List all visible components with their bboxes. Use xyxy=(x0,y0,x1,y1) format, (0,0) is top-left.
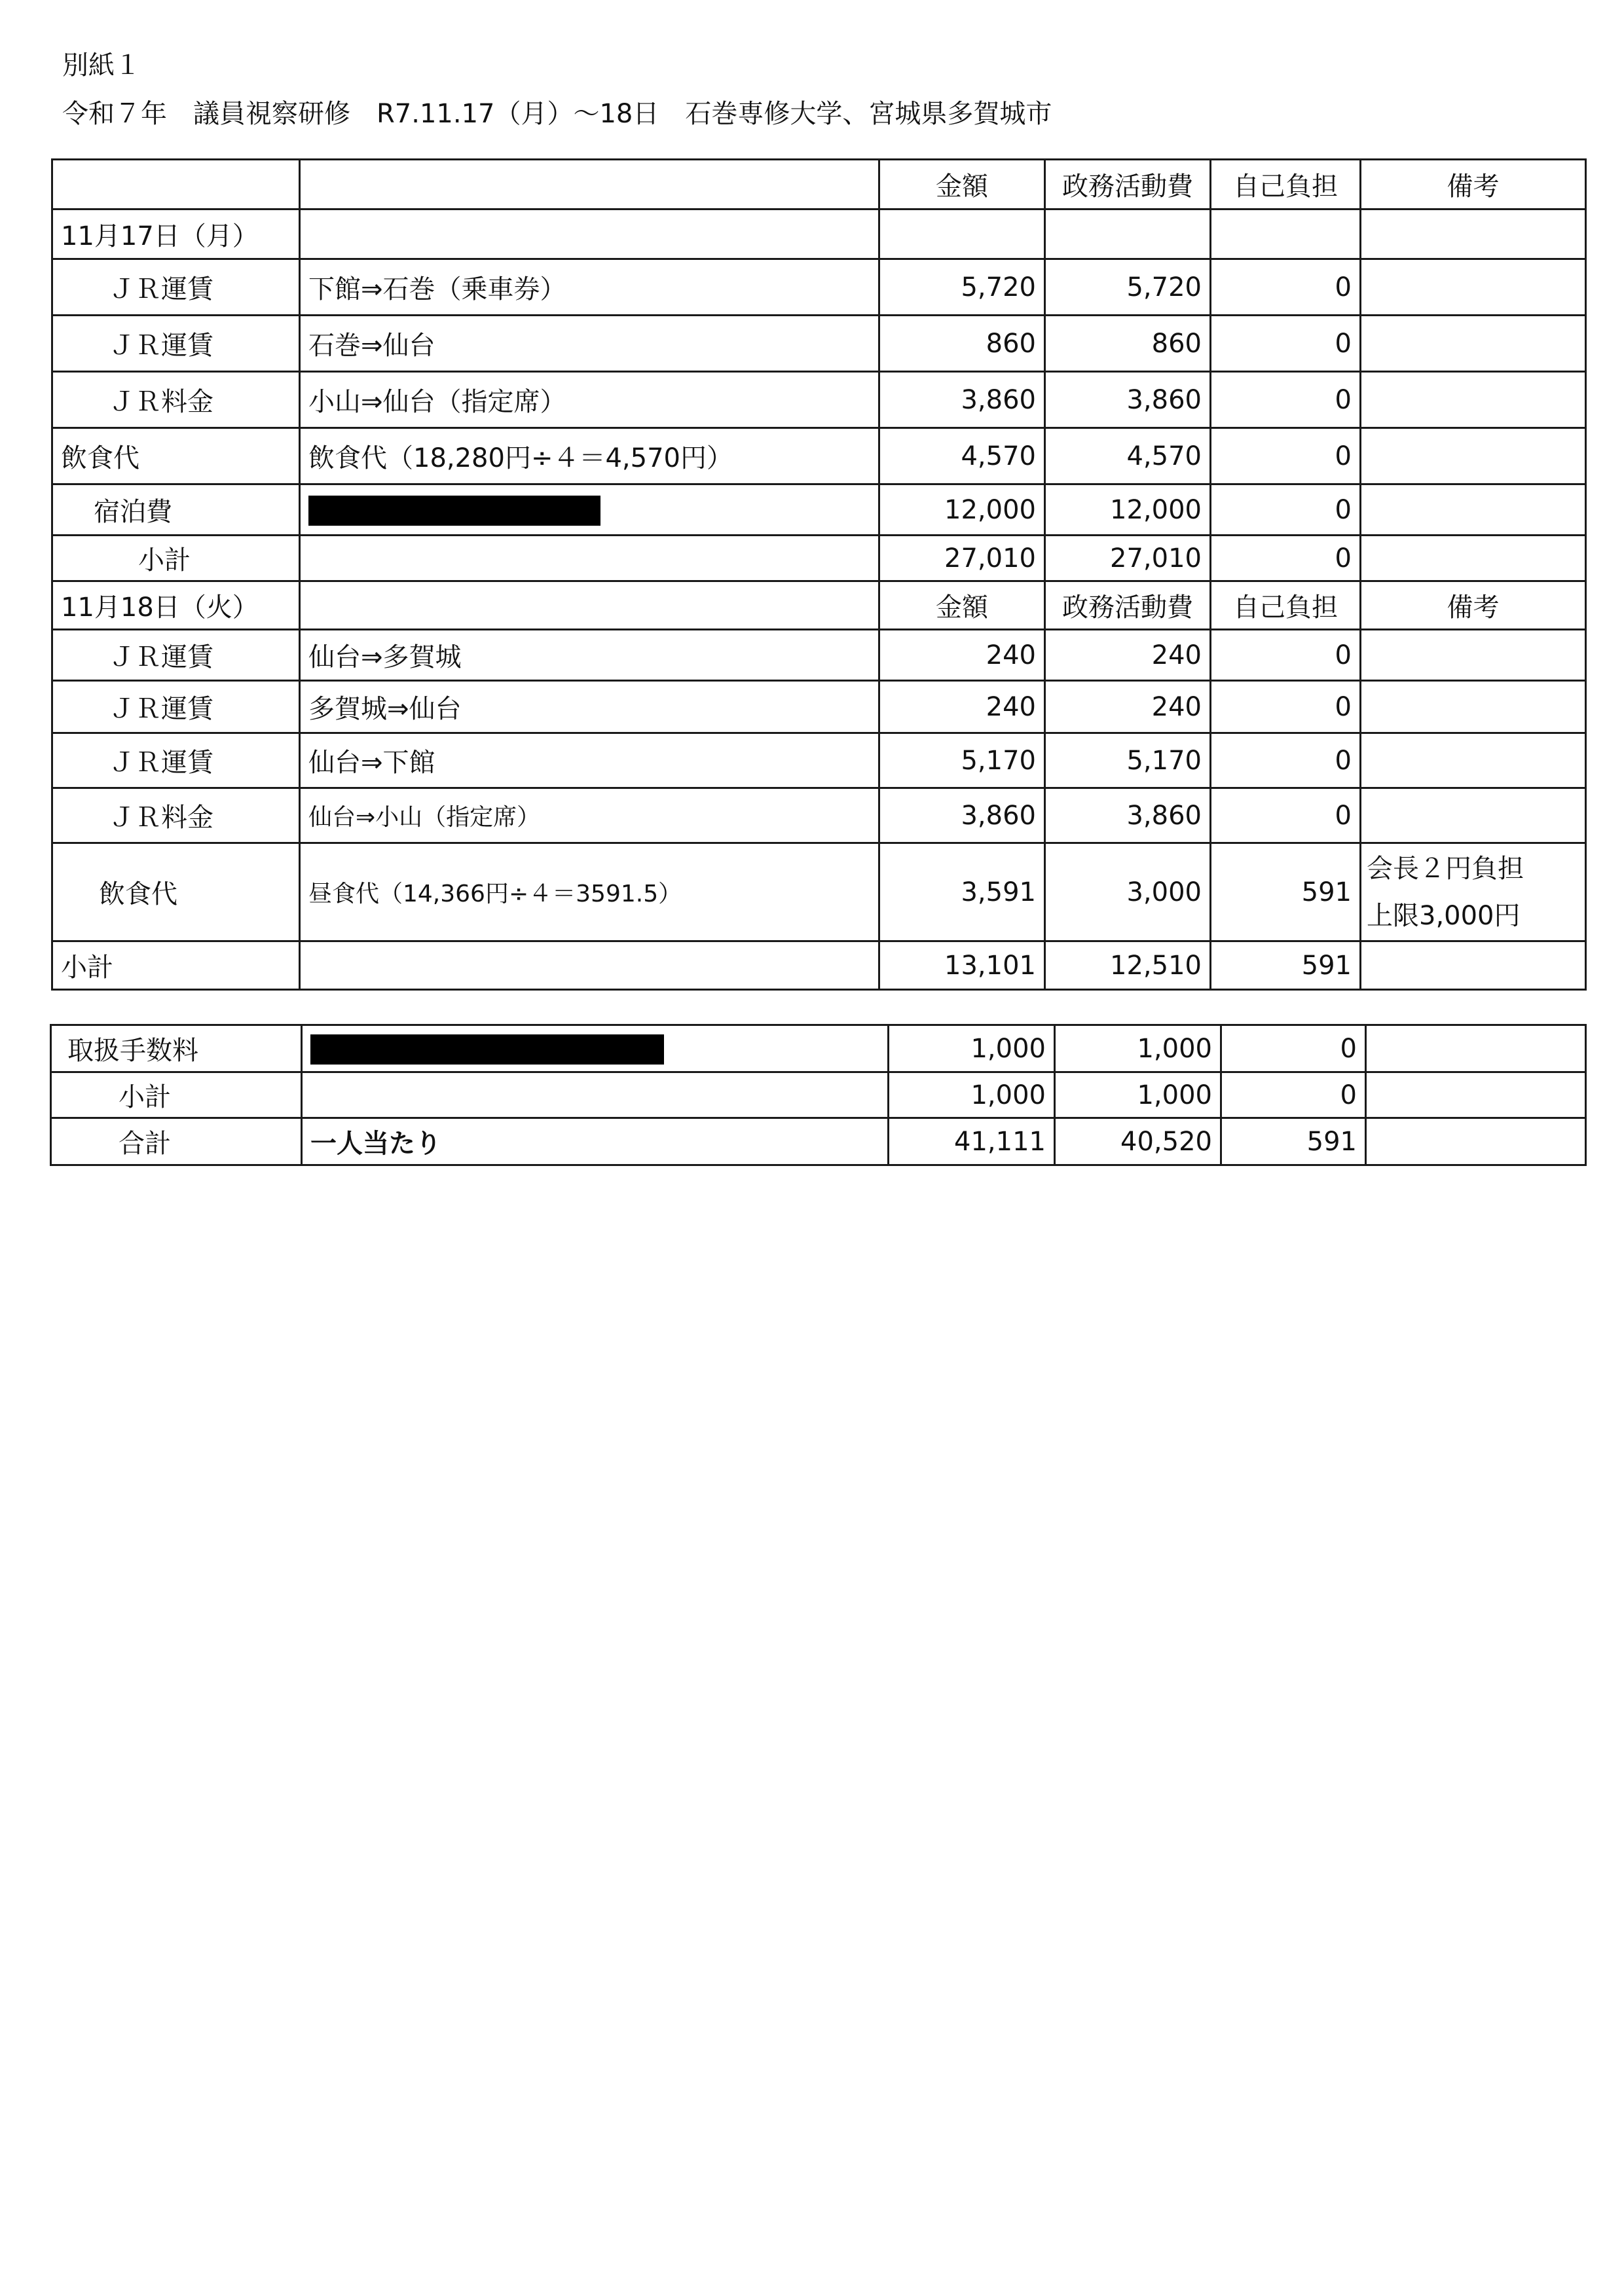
table-row: ＪＲ運賃 下館⇒石巻（乗車券） 5,720 5,720 0 xyxy=(52,259,1586,316)
table-row: ＪＲ料金 小山⇒仙台（指定席） 3,860 3,860 0 xyxy=(52,372,1586,428)
annex-label: 別紙１ xyxy=(62,50,141,81)
fees-total-table xyxy=(50,1024,1587,1166)
col-amount: 金額 xyxy=(879,160,1045,210)
table-row: ＪＲ運賃 石巻⇒仙台 860 860 0 xyxy=(52,316,1586,372)
redaction-block xyxy=(310,1034,664,1065)
subtotal-row: 小計 27,010 27,010 0 xyxy=(52,536,1586,581)
table-row: ＪＲ運賃 仙台⇒多賀城 240 240 0 xyxy=(52,630,1586,681)
col-activity-expense: 政務活動費 xyxy=(1045,160,1211,210)
day2-header-row: 11月18日（火） 金額 政務活動費 自己負担 備考 xyxy=(52,581,1586,630)
expense-table xyxy=(51,158,1587,991)
table-row: 飲食代 昼食代（14,366円÷４＝3591.5） 3,591 3,000 591 会長２円負担 上限3,000円 xyxy=(52,843,1586,941)
day1-label: 11月17日（月） xyxy=(52,210,300,259)
col-remarks: 備考 xyxy=(1361,160,1586,210)
table-row: ＪＲ運賃 多賀城⇒仙台 240 240 0 xyxy=(52,681,1586,733)
subtotal-row: 小計 1,000 1,000 0 xyxy=(51,1072,1586,1118)
day1-header-row xyxy=(52,210,1586,259)
remarks-cell: 会長２円負担 上限3,000円 xyxy=(1361,843,1586,941)
day2-label: 11月18日（火） xyxy=(52,581,300,630)
table-row: ＪＲ料金 仙台⇒小山（指定席） 3,860 3,860 0 xyxy=(52,788,1586,843)
table-row: ＪＲ運賃 仙台⇒下館 5,170 5,170 0 xyxy=(52,733,1586,788)
redaction-block xyxy=(308,496,600,526)
table-row: 取扱手数料 1,000 1,000 0 xyxy=(51,1025,1586,1072)
table-row: 飲食代 飲食代（18,280円÷４＝4,570円） 4,570 4,570 0 xyxy=(52,428,1586,484)
table-row: 宿泊費 12,000 12,000 0 xyxy=(52,484,1586,536)
subtotal-row: 小計 13,101 12,510 591 xyxy=(52,941,1586,990)
total-row: 合計 一人当たり 41,111 40,520 591 xyxy=(51,1118,1586,1165)
column-header-row xyxy=(52,160,1586,210)
per-person-label: 一人当たり xyxy=(302,1118,889,1165)
col-self-pay: 自己負担 xyxy=(1211,160,1361,210)
document-title: 令和７年 議員視察研修 R7.11.17（月）～18日 石巻専修大学、宮城県多賀城市 xyxy=(62,99,1052,129)
